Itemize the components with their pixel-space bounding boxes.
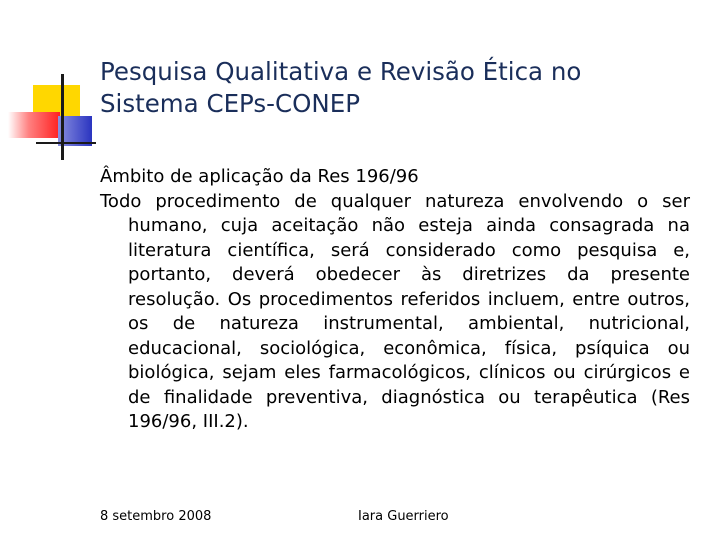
body-paragraph: Todo procedimento de qualquer natureza envolvendo o ser humano, cuja aceitação não esteja ainda consagrada na literatura científica, será considerado como pesquisa e, portanto, deverá obedecer às diretrizes da presente resolução. Os procedimentos referidos incluem, entre outros, os de natureza instrumental, ambiental, nutricional, educacional, sociológica, econômica, física, psíquica ou biológica, sejam eles farmacológicos, clínicos ou cirúrgicos e de finalidade preventiva, diagnóstica ou terapêutica (Res 196/96, III.2). xyxy=(100,190,690,432)
title-line-1: Pesquisa Qualitativa e Revisão Ética no xyxy=(100,57,582,86)
logo-horizontal-line xyxy=(36,142,96,144)
footer-date: 8 setembro 2008 xyxy=(100,509,212,524)
decorative-logo xyxy=(0,0,100,170)
logo-red-bar xyxy=(8,112,60,138)
slide-body xyxy=(100,165,690,435)
section-heading: Âmbito de aplicação da Res 196/96 xyxy=(100,166,419,187)
slide-title xyxy=(100,56,690,120)
logo-vertical-line xyxy=(61,74,64,160)
footer-author: Iara Guerriero xyxy=(358,509,449,524)
title-line-2: Sistema CEPs-CONEP xyxy=(100,89,360,118)
